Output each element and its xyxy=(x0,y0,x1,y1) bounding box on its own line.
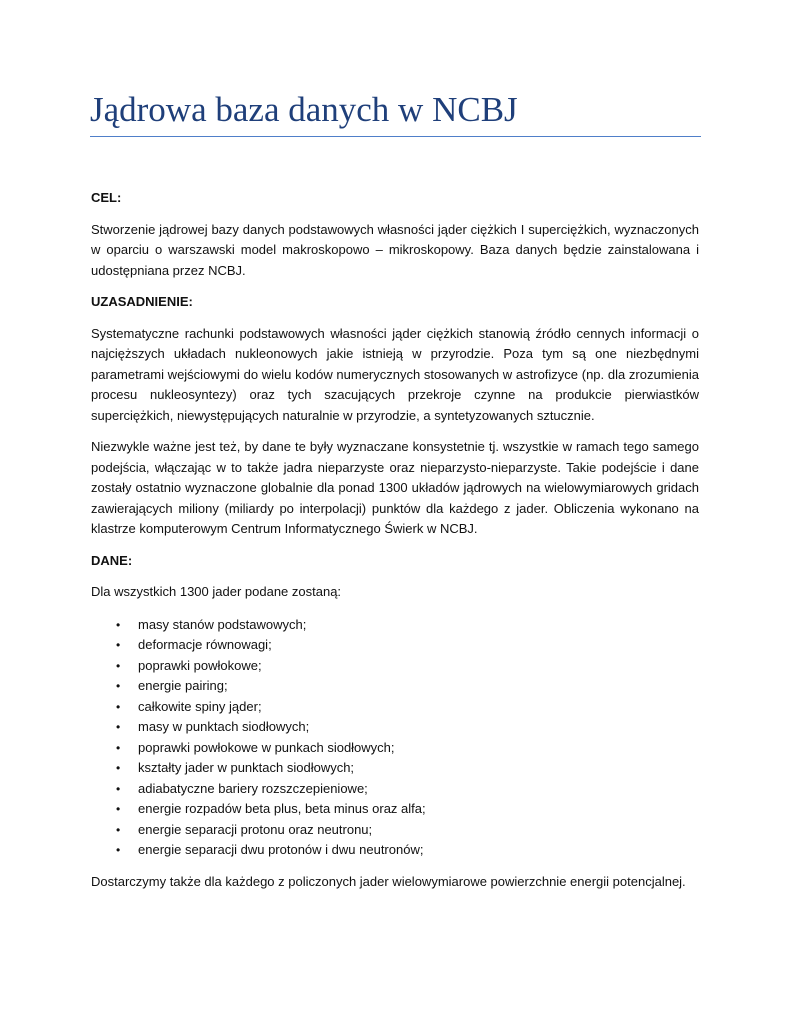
list-item xyxy=(91,717,699,738)
list-item xyxy=(91,840,699,861)
bullet-icon: • xyxy=(116,802,121,816)
list-item xyxy=(91,738,699,759)
list-item xyxy=(91,635,699,656)
title-underline xyxy=(90,136,701,137)
list-item-text: energie separacji dwu protonów i dwu neutronów; xyxy=(138,842,424,857)
list-item-text: kształty jader w punktach siodłowych; xyxy=(138,760,355,775)
cel-heading: CEL: xyxy=(91,190,122,205)
dane-intro: Dla wszystkich 1300 jader podane zostaną: xyxy=(91,584,342,599)
list-item-text: całkowite spiny jąder; xyxy=(138,698,262,714)
list-item xyxy=(91,656,699,677)
bullet-icon: • xyxy=(116,658,121,673)
list-item-text: masy w punktach siodłowych; xyxy=(138,719,310,734)
list-item xyxy=(91,676,699,697)
bullet-icon: • xyxy=(116,679,121,693)
bullet-icon: • xyxy=(116,740,121,755)
list-item-text: energie separacji protonu oraz neutronu; xyxy=(138,821,373,837)
closing-paragraph: Dostarczymy także dla każdego z policzonych jader wielowymiarowe powierzchnie energii potencjalnej. xyxy=(91,873,686,889)
dane-heading: DANE: xyxy=(91,552,133,568)
list-item-text: masy stanów podstawowych; xyxy=(138,616,307,632)
document-title: Jądrowa baza danych w NCBJ xyxy=(90,90,518,129)
bullet-icon: • xyxy=(116,761,121,775)
bullet-icon: • xyxy=(116,699,121,714)
bullet-icon: • xyxy=(116,781,121,796)
uzasadnienie-heading: UZASADNIENIE: xyxy=(91,294,193,309)
list-item xyxy=(91,820,699,841)
list-item xyxy=(91,779,699,800)
uzasadnienie-paragraph-2: Niezwykle ważne jest też, by dane te były wyznaczane konsystetnie tj. wszystkie w ramach tego samego podejścia, włączając w to także jadra nieparzyste oraz nieparzysto-nieparzyste. Takie podejście i dane zostały ostatnio wyznaczone globalnie dla ponad 1300 układów jądrowych na wielowymiarowych gridach zawierających miliony (miliardy po interpolacji) punktów dla każdego z jader. Obliczenia wykonano na klastrze komputerowym Centrum Informatycznego Świerk w NCBJ. xyxy=(91,439,699,536)
bullet-icon: • xyxy=(116,720,121,734)
list-item xyxy=(91,615,699,636)
bullet-icon: • xyxy=(116,843,121,857)
list-item-text: deformacje równowagi; xyxy=(138,637,272,652)
list-item-text: energie rozpadów beta plus, beta minus oraz alfa; xyxy=(138,801,426,816)
list-item-text: energie pairing; xyxy=(138,678,228,693)
bullet-icon: • xyxy=(116,638,121,652)
document-body xyxy=(91,188,699,903)
bullet-icon: • xyxy=(116,822,121,837)
uzasadnienie-paragraph-1: Systematyczne rachunki podstawowych własności jąder ciężkich stanowią źródło cennych informacji o najcięższych układach nukleonowych jakie istnieją w przyrodzie. Poza tym są one niezbędnymi parametrami wejściowymi do wielu kodów numerycznych stosowanych w astrofizyce (np. dla zrozumienia procesu nukleosyntezy) oraz tych szacujących przekroje czynne na produkcie pierwiastków superciężkich, niewystępujących naturalnie w przyrodzie, a syntetyzowanych sztucznie. xyxy=(91,325,699,423)
list-item xyxy=(91,799,699,820)
dane-bullet-list xyxy=(91,615,699,861)
cel-paragraph: Stworzenie jądrowej bazy danych podstawowych własności jąder ciężkich I superciężkich, wyznaczonych w oparciu o warszawski model makroskopowo – mikroskopowy. Baza danych będzie zainstalowana i udostępniana przez NCBJ. xyxy=(91,221,699,278)
bullet-icon: • xyxy=(116,617,121,632)
list-item-text: poprawki powłokowe; xyxy=(138,657,262,673)
list-item xyxy=(91,697,699,718)
list-item-text: poprawki powłokowe w punkach siodłowych; xyxy=(138,739,395,755)
list-item xyxy=(91,758,699,779)
list-item-text: adiabatyczne bariery rozszczepieniowe; xyxy=(138,780,368,796)
